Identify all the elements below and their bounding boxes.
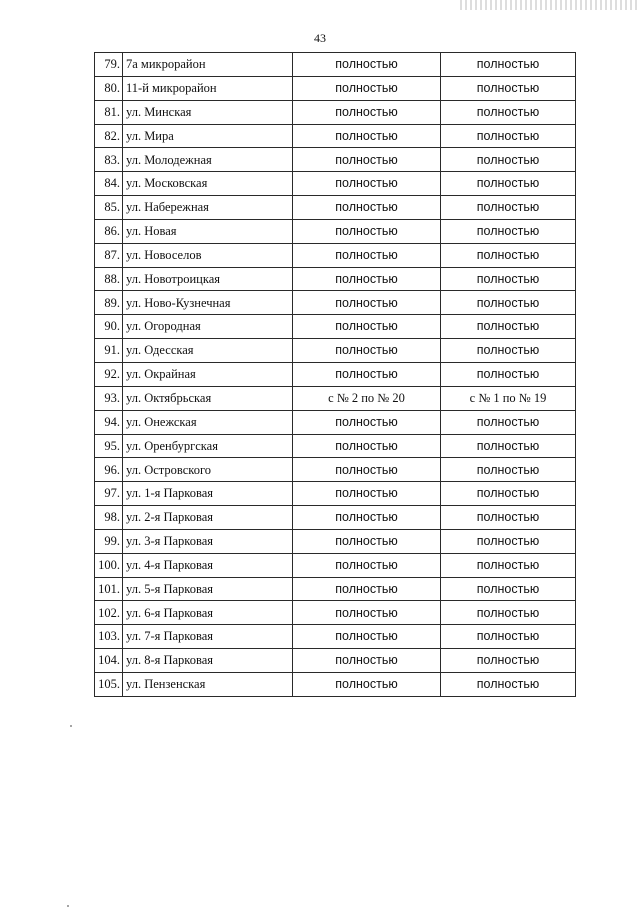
odd-side-cell: полностью	[441, 577, 576, 601]
table-row	[95, 315, 576, 339]
row-number-cell: 88.	[95, 267, 123, 291]
street-name-cell: ул. Новотроицкая	[123, 267, 293, 291]
row-number-cell: 87.	[95, 243, 123, 267]
street-name-cell: ул. Пензенская	[123, 672, 293, 696]
table-row	[95, 243, 576, 267]
row-number-cell: 92.	[95, 362, 123, 386]
even-side-cell: полностью	[293, 76, 441, 100]
odd-side-cell: полностью	[441, 506, 576, 530]
table-row	[95, 625, 576, 649]
odd-side-cell: полностью	[441, 100, 576, 124]
street-name-cell: 7а микрорайон	[123, 53, 293, 77]
street-name-cell: ул. Октябрьская	[123, 386, 293, 410]
even-side-cell: полностью	[293, 672, 441, 696]
even-side-cell: полностью	[293, 577, 441, 601]
street-name-cell: ул. 3-я Парковая	[123, 529, 293, 553]
even-side-cell: полностью	[293, 529, 441, 553]
odd-side-cell: полностью	[441, 672, 576, 696]
street-name-cell: ул. 1-я Парковая	[123, 482, 293, 506]
even-side-cell: полностью	[293, 601, 441, 625]
street-name-cell: ул. Молодежная	[123, 148, 293, 172]
row-number-cell: 93.	[95, 386, 123, 410]
row-number-cell: 105.	[95, 672, 123, 696]
even-side-cell: полностью	[293, 506, 441, 530]
row-number-cell: 89.	[95, 291, 123, 315]
row-number-cell: 80.	[95, 76, 123, 100]
street-name-cell: ул. Островского	[123, 458, 293, 482]
table-row	[95, 649, 576, 673]
odd-side-cell: полностью	[441, 625, 576, 649]
row-number-cell: 100.	[95, 553, 123, 577]
even-side-cell: полностью	[293, 100, 441, 124]
street-name-cell: ул. Мира	[123, 124, 293, 148]
even-side-cell: полностью	[293, 362, 441, 386]
even-side-cell: полностью	[293, 219, 441, 243]
row-number-cell: 85.	[95, 196, 123, 220]
row-number-cell: 94.	[95, 410, 123, 434]
row-number-cell: 81.	[95, 100, 123, 124]
row-number-cell: 101.	[95, 577, 123, 601]
street-name-cell: ул. Окрайная	[123, 362, 293, 386]
street-name-cell: ул. Московская	[123, 172, 293, 196]
street-name-cell: ул. 5-я Парковая	[123, 577, 293, 601]
table-row	[95, 339, 576, 363]
street-name-cell: ул. Оренбургская	[123, 434, 293, 458]
row-number-cell: 79.	[95, 53, 123, 77]
even-side-cell: полностью	[293, 410, 441, 434]
table-row	[95, 291, 576, 315]
table-row	[95, 267, 576, 291]
street-name-cell: ул. 8-я Парковая	[123, 649, 293, 673]
odd-side-cell: с № 1 по № 19	[441, 386, 576, 410]
table-row	[95, 172, 576, 196]
odd-side-cell: полностью	[441, 53, 576, 77]
row-number-cell: 99.	[95, 529, 123, 553]
odd-side-cell: полностью	[441, 362, 576, 386]
even-side-cell: полностью	[293, 148, 441, 172]
even-side-cell: полностью	[293, 291, 441, 315]
table-row	[95, 124, 576, 148]
even-side-cell: полностью	[293, 649, 441, 673]
row-number-cell: 95.	[95, 434, 123, 458]
even-side-cell: полностью	[293, 172, 441, 196]
odd-side-cell: полностью	[441, 482, 576, 506]
odd-side-cell: полностью	[441, 410, 576, 434]
table-row	[95, 434, 576, 458]
row-number-cell: 104.	[95, 649, 123, 673]
table-row	[95, 506, 576, 530]
street-name-cell: ул. 7-я Парковая	[123, 625, 293, 649]
street-name-cell: ул. 6-я Парковая	[123, 601, 293, 625]
street-name-cell: ул. Новоселов	[123, 243, 293, 267]
odd-side-cell: полностью	[441, 243, 576, 267]
scan-edge-artifact	[460, 0, 640, 10]
odd-side-cell: полностью	[441, 219, 576, 243]
table-row	[95, 100, 576, 124]
street-table	[94, 52, 576, 697]
row-number-cell: 96.	[95, 458, 123, 482]
table-row	[95, 529, 576, 553]
row-number-cell: 103.	[95, 625, 123, 649]
table-row	[95, 148, 576, 172]
table-row	[95, 76, 576, 100]
street-name-cell: ул. Ново-Кузнечная	[123, 291, 293, 315]
row-number-cell: 83.	[95, 148, 123, 172]
table-row	[95, 601, 576, 625]
odd-side-cell: полностью	[441, 458, 576, 482]
even-side-cell: полностью	[293, 482, 441, 506]
odd-side-cell: полностью	[441, 339, 576, 363]
street-name-cell: ул. Огородная	[123, 315, 293, 339]
odd-side-cell: полностью	[441, 553, 576, 577]
table-row	[95, 672, 576, 696]
even-side-cell: полностью	[293, 434, 441, 458]
odd-side-cell: полностью	[441, 291, 576, 315]
even-side-cell: полностью	[293, 458, 441, 482]
row-number-cell: 102.	[95, 601, 123, 625]
street-name-cell: ул. Минская	[123, 100, 293, 124]
row-number-cell: 98.	[95, 506, 123, 530]
row-number-cell: 84.	[95, 172, 123, 196]
table-row	[95, 458, 576, 482]
table-row	[95, 577, 576, 601]
table-row	[95, 386, 576, 410]
odd-side-cell: полностью	[441, 649, 576, 673]
table-row	[95, 553, 576, 577]
table-row	[95, 362, 576, 386]
odd-side-cell: полностью	[441, 124, 576, 148]
scan-speck	[70, 725, 72, 727]
row-number-cell: 86.	[95, 219, 123, 243]
table-row	[95, 410, 576, 434]
table-row	[95, 219, 576, 243]
odd-side-cell: полностью	[441, 148, 576, 172]
street-name-cell: ул. 2-я Парковая	[123, 506, 293, 530]
street-name-cell: 11-й микрорайон	[123, 76, 293, 100]
street-name-cell: ул. Набережная	[123, 196, 293, 220]
odd-side-cell: полностью	[441, 601, 576, 625]
even-side-cell: полностью	[293, 267, 441, 291]
odd-side-cell: полностью	[441, 196, 576, 220]
even-side-cell: с № 2 по № 20	[293, 386, 441, 410]
street-name-cell: ул. 4-я Парковая	[123, 553, 293, 577]
row-number-cell: 97.	[95, 482, 123, 506]
odd-side-cell: полностью	[441, 76, 576, 100]
odd-side-cell: полностью	[441, 529, 576, 553]
row-number-cell: 91.	[95, 339, 123, 363]
street-name-cell: ул. Новая	[123, 219, 293, 243]
even-side-cell: полностью	[293, 196, 441, 220]
odd-side-cell: полностью	[441, 315, 576, 339]
row-number-cell: 90.	[95, 315, 123, 339]
street-name-cell: ул. Онежская	[123, 410, 293, 434]
even-side-cell: полностью	[293, 243, 441, 267]
row-number-cell: 82.	[95, 124, 123, 148]
table-row	[95, 196, 576, 220]
odd-side-cell: полностью	[441, 267, 576, 291]
page-number: 43	[314, 31, 326, 45]
table-row	[95, 53, 576, 77]
street-table-body	[95, 53, 576, 697]
street-name-cell: ул. Одесская	[123, 339, 293, 363]
even-side-cell: полностью	[293, 124, 441, 148]
even-side-cell: полностью	[293, 553, 441, 577]
even-side-cell: полностью	[293, 339, 441, 363]
even-side-cell: полностью	[293, 625, 441, 649]
table-row	[95, 482, 576, 506]
odd-side-cell: полностью	[441, 172, 576, 196]
odd-side-cell: полностью	[441, 434, 576, 458]
even-side-cell: полностью	[293, 53, 441, 77]
even-side-cell: полностью	[293, 315, 441, 339]
